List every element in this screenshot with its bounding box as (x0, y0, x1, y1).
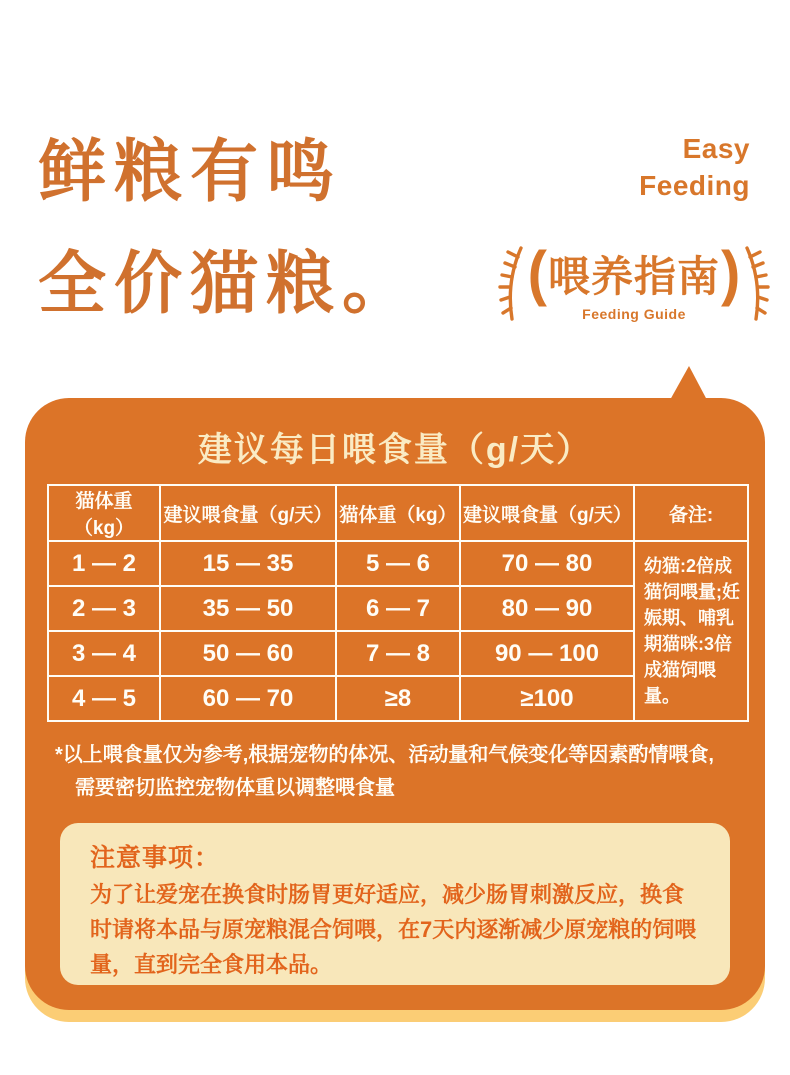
wheat-ear-right-icon (743, 244, 771, 322)
easy-feeding-line1: Easy (682, 133, 750, 164)
table-cell: 6 — 7 (336, 586, 460, 631)
footnote-line2: 需要密切监控宠物体重以调整喂食量 (75, 777, 395, 799)
table-cell: 35 — 50 (160, 586, 336, 631)
table-cell: 3 — 4 (48, 631, 160, 676)
brand-title-line2: 全价猫粮。 (38, 246, 419, 322)
table-cell: 1 — 2 (48, 541, 160, 586)
notice-title: 注意事项： (90, 844, 221, 872)
feeding-guide-badge (503, 239, 765, 322)
table-cell: 15 — 35 (160, 541, 336, 586)
badge-close-paren: ) (721, 239, 741, 308)
table-cell: 2 — 3 (48, 586, 160, 631)
table-cell: 50 — 60 (160, 631, 336, 676)
feeding-table (47, 484, 749, 722)
table-header-row (48, 485, 748, 541)
notice-body: 为了让爱宠在换食时肠胃更好适应，减少肠胃刺激反应，换食时请将本品与原宠粮混合饲喂，在7天内逐渐减少原宠粮的饲喂量，直到完全食用本品。 (90, 882, 697, 977)
table-remark-cell: 幼猫:2倍成猫饲喂量;妊娠期、哺乳期猫咪:3倍成猫饲喂量。 (634, 541, 748, 721)
table-cell: 60 — 70 (160, 676, 336, 721)
badge-main (527, 239, 742, 308)
table-header-cell: 建议喂食量（g/天） (160, 485, 336, 541)
table-cell: 4 — 5 (48, 676, 160, 721)
brand-title-line1: 鲜粮有鸣 (38, 134, 343, 210)
notice-box (60, 823, 730, 985)
panel-title: 建议每日喂食量（g/天） (197, 431, 593, 469)
table-header-cell: 建议喂食量（g/天） (460, 485, 634, 541)
table-header-cell: 备注: (634, 485, 748, 541)
table-cell: 90 — 100 (460, 631, 634, 676)
panel-pointer-triangle (670, 366, 707, 400)
table-cell: 70 — 80 (460, 541, 634, 586)
table-header-cell: 猫体重（kg） (48, 485, 160, 541)
badge-subtitle: Feeding Guide (582, 306, 686, 322)
badge-open-paren: ( (527, 239, 547, 308)
table-cell: ≥100 (460, 676, 634, 721)
badge-center (527, 239, 742, 322)
badge-title: 喂养指南 (548, 253, 721, 300)
feeding-panel (25, 398, 765, 1010)
table-row (48, 541, 748, 586)
table-header-cell: 猫体重（kg） (336, 485, 460, 541)
table-cell: 7 — 8 (336, 631, 460, 676)
table-cell: 80 — 90 (460, 586, 634, 631)
table-cell: 5 — 6 (336, 541, 460, 586)
wheat-ear-left-icon (497, 244, 525, 322)
footnote-line1: *以上喂食量仅为参考,根据宠物的体况、活动量和气候变化等因素酌情喂食, (55, 744, 714, 766)
table-cell: ≥8 (336, 676, 460, 721)
easy-feeding-line2: Feeding (639, 170, 750, 201)
brand-title (38, 116, 418, 340)
footnote (55, 739, 755, 805)
easy-feeding-label (639, 130, 750, 204)
